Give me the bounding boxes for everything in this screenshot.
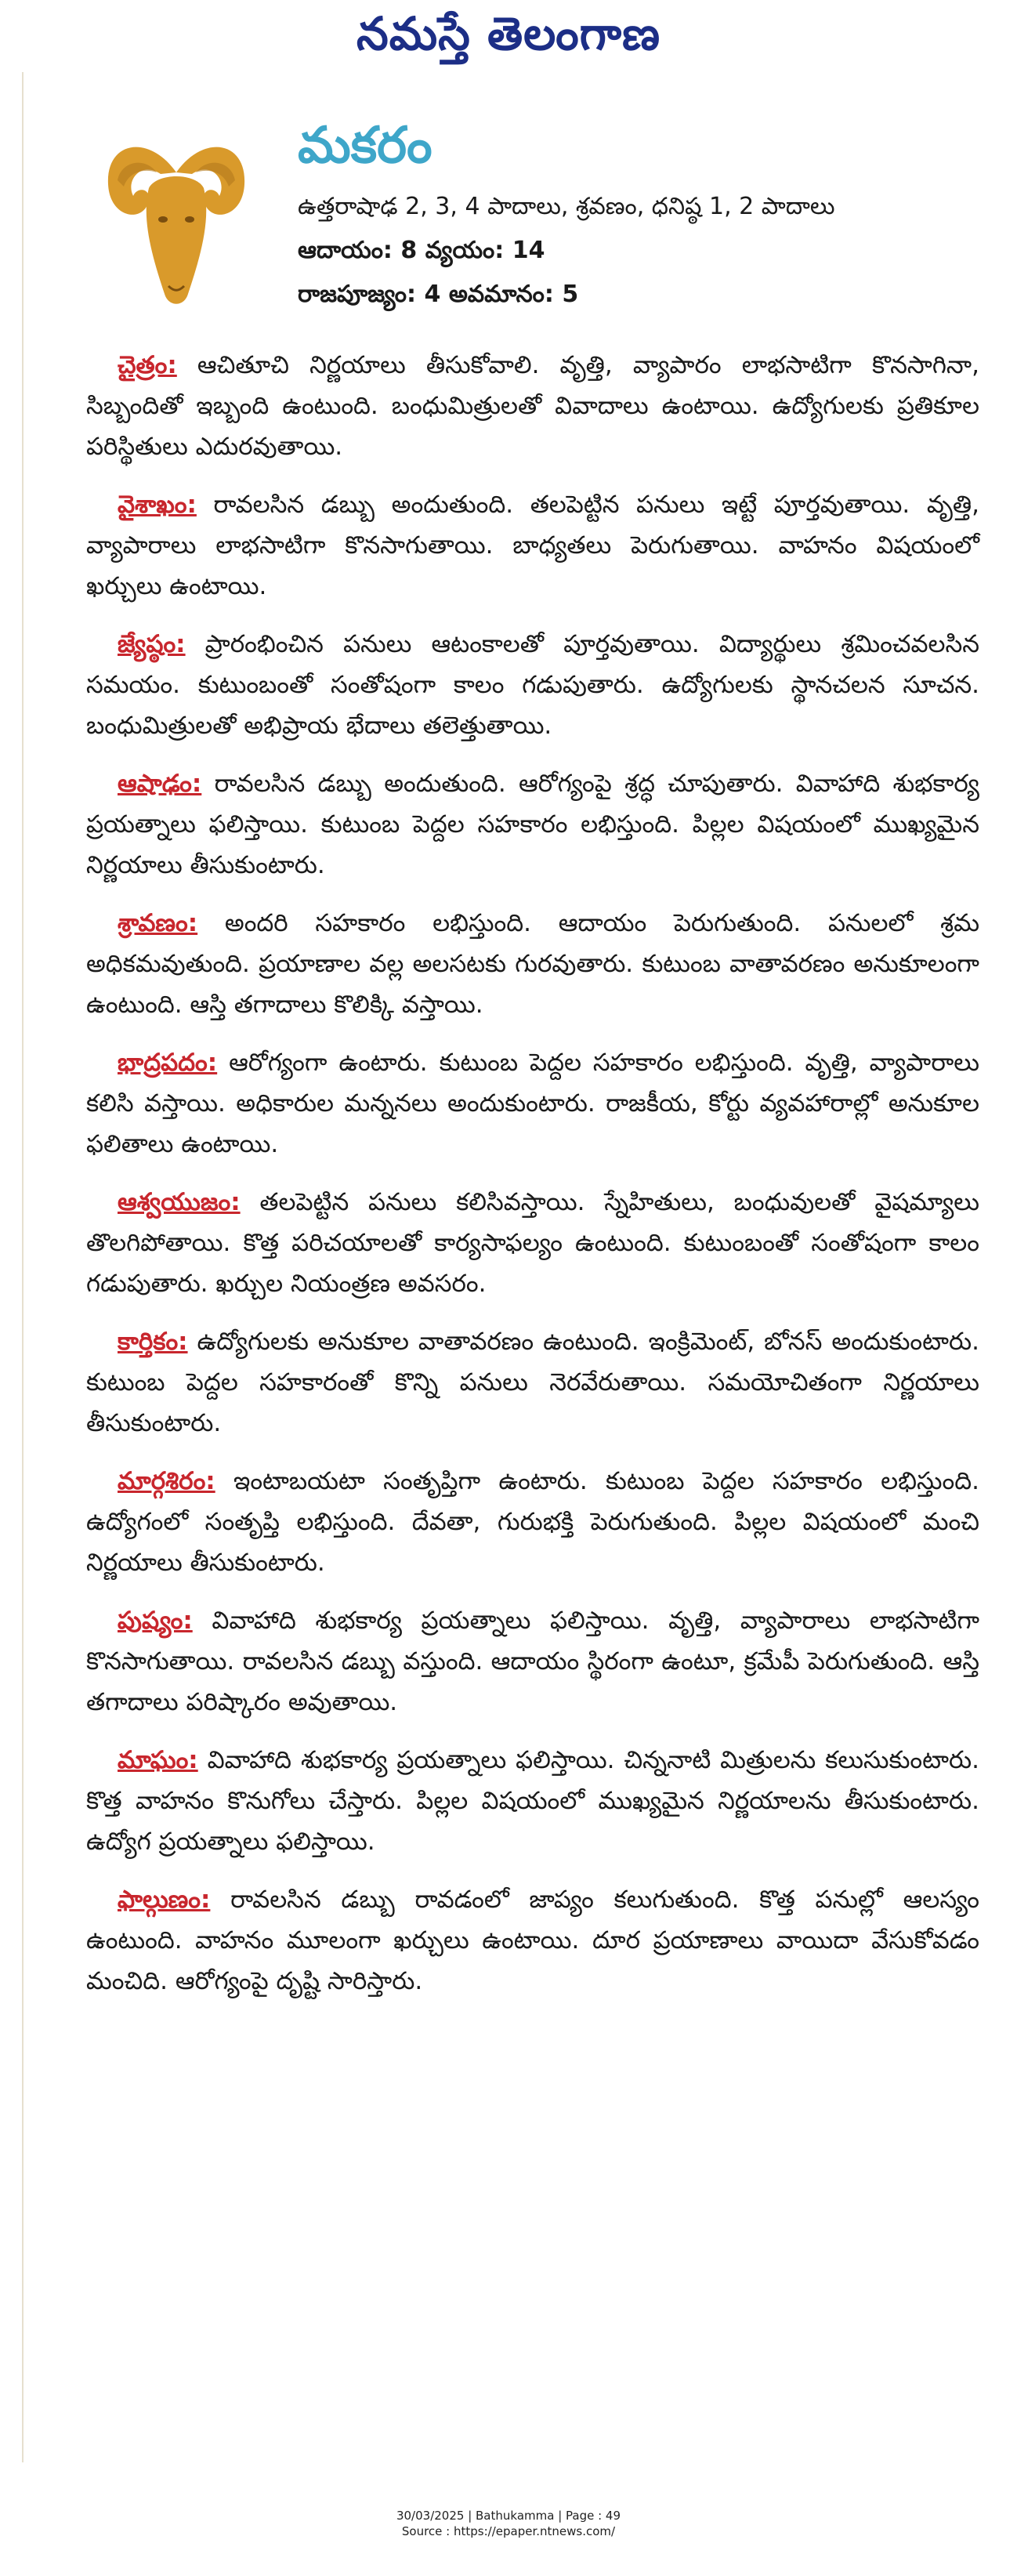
income-value: 8 <box>400 237 418 264</box>
sign-title: మకరం <box>298 117 432 175</box>
expense-label: వ్యయం: <box>425 237 505 264</box>
capricorn-goat-head-icon <box>102 125 251 321</box>
sign-header <box>86 102 987 329</box>
month-text: ఉద్యోగులకు అనుకూల వాతావరణం ఉంటుంది. ఇంక్రిమెంట్, బోనస్ అందుకుంటారు. కుటుంబ పెద్దల సహకారంతో కొన్ని పనులు నెరవేరుతాయి. సమయోచితంగా నిర్ణయాలు తీసుకుంటారు. <box>86 1328 979 1437</box>
month-paragraph <box>86 1740 979 1862</box>
month-paragraph <box>86 624 979 746</box>
month-name: ఆషాఢం: <box>118 770 202 798</box>
month-text: రావలసిన డబ్బు అందుతుంది. తలపెట్టిన పనులు ఇట్టే పూర్తవుతాయి. వృత్తి, వ్యాపారాలు లాభసాటిగా కొనసాగుతాయి. బాధ్యతలు పెరుగుతాయి. వాహనం విషయంలో ఖర్చులు ఉంటాయి. <box>86 491 979 600</box>
month-text: వివాహాది శుభకార్య ప్రయత్నాలు ఫలిస్తాయి. వృత్తి, వ్యాపారాలు లాభసాటిగా కొనసాగుతాయి. రావలసిన డబ్బు వస్తుంది. ఆదాయం స్థిరంగా ఉంటూ, క్రమేపీ పెరుగుతుంది. ఆస్తి తగాదాలు పరిష్కారం అవుతాయి. <box>86 1607 979 1716</box>
month-name: పుష్యం: <box>118 1607 193 1635</box>
month-paragraph <box>86 1879 979 2002</box>
month-text: ఆచితూచి నిర్ణయాలు తీసుకోవాలి. వృత్తి, వ్యాపారం లాభసాటిగా కొనసాగినా, సిబ్బందితో ఇబ్బంది ఉంటుంది. బంధుమిత్రులతో వివాదాలు ఉంటాయి. ఉద్యోగులకు ప్రతికూల పరిస్థితులు ఎదురవుతాయి. <box>86 351 979 461</box>
month-name: భాద్రపదం: <box>118 1049 218 1077</box>
footer-source-line[interactable]: Source : https://epaper.ntnews.com/ <box>401 2524 616 2538</box>
monthly-predictions <box>86 345 979 2019</box>
income-expense-line <box>298 234 545 268</box>
page-footer <box>0 2508 1017 2539</box>
newspaper-logo: నమస్తే తెలంగాణ <box>356 7 661 60</box>
month-paragraph <box>86 1042 979 1165</box>
honor-value: 4 <box>424 281 441 308</box>
month-text: రావలసిన డబ్బు రావడంలో జాప్యం కలుగుతుంది. కొత్త పనుల్లో ఆలస్యం ఉంటుంది. వాహనం మూలంగా ఖర్చులు ఉంటాయి. దూర ప్రయాణాలు వాయిదా వేసుకోవడం మంచిది. ఆరోగ్యంపై దృష్టి సారిస్తారు. <box>86 1886 979 1995</box>
month-text: రావలసిన డబ్బు అందుతుంది. ఆరోగ్యంపై శ్రద్ధ చూపుతారు. వివాహాది శుభకార్య ప్రయత్నాలు ఫలిస్తాయి. కుటుంబ పెద్దల సహకారం లభిస్తుంది. పిల్లల విషయంలో ముఖ్యమైన నిర్ణయాలు తీసుకుంటారు. <box>86 770 979 879</box>
month-paragraph <box>86 763 979 886</box>
month-name: ఆశ్వయుజం: <box>118 1188 241 1216</box>
month-name: శ్రావణం: <box>118 909 198 937</box>
month-name: మార్గశిరం: <box>118 1467 215 1495</box>
month-paragraph <box>86 484 979 607</box>
masthead <box>0 0 1017 72</box>
month-text: ప్రారంభించిన పనులు ఆటంకాలతో పూర్తవుతాయి. విద్యార్థులు శ్రమించవలసిన సమయం. కుటుంబంతో సంతోషంగా కాలం గడుపుతారు. ఉద్యోగులకు స్థానచలన సూచన. బంధుమిత్రులతో అభిప్రాయ భేదాలు తలెత్తుతాయి. <box>86 630 979 740</box>
month-name: చైత్రం: <box>118 351 177 379</box>
expense-value: 14 <box>512 237 545 264</box>
month-paragraph <box>86 1182 979 1304</box>
month-paragraph <box>86 1321 979 1444</box>
month-paragraph <box>86 1461 979 1583</box>
month-name: జ్యేష్ఠం: <box>118 630 186 658</box>
month-name: వైశాఖం: <box>118 491 197 519</box>
month-text: అందరి సహకారం లభిస్తుంది. ఆదాయం పెరుగుతుంది. పనులలో శ్రమ అధికమవుతుంది. ప్రయాణాల వల్ల అలసటకు గురవుతారు. కుటుంబ వాతావరణం అనుకూలంగా ఉంటుంది. ఆస్తి తగాదాలు కొలిక్కి వస్తాయి. <box>86 909 979 1019</box>
month-name: కార్తికం: <box>118 1328 188 1356</box>
footer-date-line: 30/03/2025 | Bathukamma | Page : 49 <box>396 2509 621 2523</box>
month-paragraph <box>86 345 979 467</box>
month-name: ఫాల్గుణం: <box>118 1886 211 1914</box>
nakshatra-line: ఉత్తరాషాఢ 2, 3, 4 పాదాలు, శ్రవణం, ధనిష్ఠ 1, 2 పాదాలు <box>298 193 835 220</box>
month-text: తలపెట్టిన పనులు కలిసివస్తాయి. స్నేహితులు, బంధువులతో వైషమ్యాలు తొలగిపోతాయి. కొత్త పరిచయాలతో కార్యసాఫల్యం ఉంటుంది. కుటుంబంతో సంతోషంగా కాలం గడుపుతారు. ఖర్చుల నియంత్రణ అవసరం. <box>86 1188 979 1298</box>
honor-label: రాజపూజ్యం: <box>298 281 417 308</box>
insult-value: 5 <box>562 281 579 308</box>
column-rule <box>22 72 24 2462</box>
month-text: వివాహాది శుభకార్య ప్రయత్నాలు ఫలిస్తాయి. చిన్ననాటి మిత్రులను కలుసుకుంటారు. కొత్త వాహనం కొనుగోలు చేస్తారు. పిల్లల విషయంలో ముఖ్యమైన నిర్ణయాలను తీసుకుంటారు. ఉద్యోగ ప్రయత్నాలు ఫలిస్తాయి. <box>86 1746 979 1856</box>
month-name: మాఘం: <box>118 1746 198 1774</box>
income-label: ఆదాయం: <box>298 237 393 264</box>
month-paragraph <box>86 903 979 1025</box>
insult-label: అవమానం: <box>448 281 554 308</box>
honor-insult-line <box>298 277 578 312</box>
month-text: ఇంటాబయటా సంతృప్తిగా ఉంటారు. కుటుంబ పెద్దల సహకారం లభిస్తుంది. ఉద్యోగంలో సంతృప్తి లభిస్తుంది. దేవతా, గురుభక్తి పెరుగుతుంది. పిల్లల విషయంలో మంచి నిర్ణయాలు తీసుకుంటారు. <box>86 1467 979 1577</box>
month-paragraph <box>86 1600 979 1723</box>
month-text: ఆరోగ్యంగా ఉంటారు. కుటుంబ పెద్దల సహకారం లభిస్తుంది. వృత్తి, వ్యాపారాలు కలిసి వస్తాయి. అధికారుల మన్ననలు అందుకుంటారు. రాజకీయ, కోర్టు వ్యవహారాల్లో అనుకూల ఫలితాలు ఉంటాయి. <box>86 1049 979 1158</box>
